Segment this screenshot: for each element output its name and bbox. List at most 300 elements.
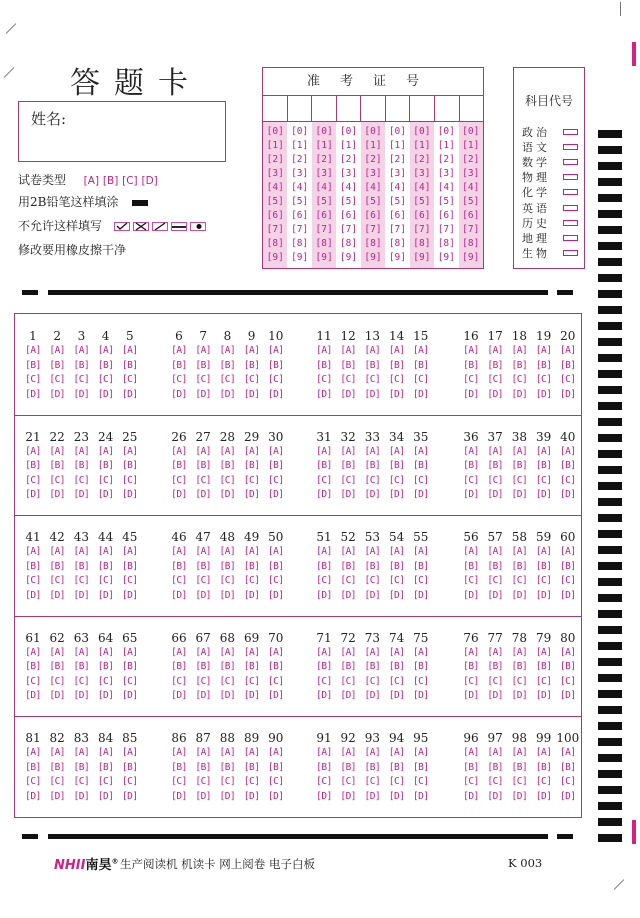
answer-bubble[interactable]: [B] — [559, 761, 576, 773]
answer-bubble[interactable]: [B] — [49, 661, 66, 673]
answer-bubble[interactable]: [C] — [243, 474, 260, 486]
answer-bubble[interactable]: [D] — [316, 690, 332, 702]
answer-bubble[interactable]: [D] — [121, 790, 138, 802]
answer-bubble[interactable]: [A] — [267, 546, 284, 557]
answer-bubble[interactable]: [C] — [511, 776, 528, 788]
answer-bubble[interactable]: [B] — [25, 359, 41, 371]
exam-id-bubble[interactable]: [9] — [291, 251, 309, 263]
answer-bubble[interactable]: [D] — [388, 790, 405, 802]
answer-bubble[interactable]: [D] — [340, 388, 357, 400]
exam-id-bubble[interactable]: [6] — [413, 209, 431, 221]
answer-bubble[interactable]: [A] — [559, 646, 576, 658]
exam-id-bubble[interactable]: [3] — [315, 167, 333, 179]
answer-bubble[interactable]: [B] — [388, 761, 405, 773]
subject-bubble[interactable] — [563, 250, 578, 256]
answer-bubble[interactable]: [A] — [412, 345, 429, 356]
answer-bubble[interactable]: [D] — [535, 690, 552, 702]
answer-bubble[interactable]: [A] — [340, 646, 357, 658]
answer-bubble[interactable]: [A] — [412, 445, 429, 457]
answer-bubble[interactable]: [A] — [535, 546, 552, 557]
exam-id-write-cell[interactable] — [337, 96, 362, 121]
answer-bubble[interactable]: [B] — [267, 661, 284, 673]
answer-bubble[interactable]: [A] — [25, 646, 41, 658]
subject-bubble[interactable] — [563, 144, 578, 150]
answer-bubble[interactable]: [C] — [49, 575, 66, 587]
answer-bubble[interactable]: [B] — [511, 359, 528, 371]
answer-bubble[interactable]: [B] — [364, 560, 381, 572]
answer-bubble[interactable]: [C] — [121, 575, 138, 587]
answer-bubble[interactable]: [D] — [535, 388, 552, 400]
answer-bubble[interactable]: [A] — [535, 445, 552, 457]
answer-bubble[interactable]: [D] — [195, 489, 212, 501]
paper-type-option-c[interactable]: [C] — [122, 175, 138, 187]
answer-bubble[interactable]: [C] — [463, 675, 479, 687]
answer-bubble[interactable]: [D] — [340, 690, 357, 702]
answer-bubble[interactable]: [A] — [49, 646, 66, 658]
exam-id-bubble[interactable]: [4] — [437, 181, 455, 193]
answer-bubble[interactable]: [D] — [267, 690, 284, 702]
answer-bubble[interactable]: [C] — [316, 776, 332, 788]
answer-bubble[interactable]: [C] — [412, 374, 429, 386]
exam-id-bubble[interactable]: [0] — [291, 125, 309, 137]
answer-bubble[interactable]: [B] — [25, 761, 41, 773]
answer-bubble[interactable]: [D] — [559, 388, 576, 400]
answer-bubble[interactable]: [A] — [121, 345, 138, 356]
answer-bubble[interactable]: [C] — [73, 374, 90, 386]
answer-bubble[interactable]: [A] — [49, 747, 66, 758]
answer-bubble[interactable]: [A] — [25, 546, 41, 557]
answer-bubble[interactable]: [C] — [316, 474, 332, 486]
answer-bubble[interactable]: [D] — [25, 690, 41, 702]
answer-bubble[interactable]: [C] — [559, 474, 576, 486]
exam-id-bubble[interactable]: [9] — [364, 251, 382, 263]
answer-bubble[interactable]: [A] — [364, 445, 381, 457]
answer-bubble[interactable]: [A] — [463, 646, 479, 658]
exam-id-bubble[interactable]: [6] — [339, 209, 358, 221]
answer-bubble[interactable]: [A] — [73, 646, 90, 658]
subject-bubble[interactable] — [563, 129, 578, 135]
answer-bubble[interactable]: [B] — [73, 761, 90, 773]
exam-id-bubble[interactable]: [0] — [364, 125, 382, 137]
answer-bubble[interactable]: [C] — [195, 474, 212, 486]
answer-bubble[interactable]: [C] — [487, 776, 504, 788]
answer-bubble[interactable]: [A] — [487, 546, 504, 557]
answer-bubble[interactable]: [D] — [316, 790, 332, 802]
answer-bubble[interactable]: [D] — [535, 790, 552, 802]
answer-bubble[interactable]: [B] — [73, 460, 90, 472]
answer-bubble[interactable]: [D] — [73, 790, 90, 802]
answer-bubble[interactable]: [D] — [559, 790, 576, 802]
exam-id-bubble[interactable]: [0] — [413, 125, 431, 137]
exam-id-bubble[interactable]: [5] — [437, 195, 455, 207]
answer-bubble[interactable]: [B] — [121, 661, 138, 673]
paper-type-option-b[interactable]: [B] — [102, 175, 119, 187]
subject-row[interactable] — [522, 139, 578, 154]
subject-row[interactable] — [522, 230, 578, 245]
answer-bubble[interactable]: [B] — [487, 661, 504, 673]
answer-bubble[interactable]: [B] — [267, 560, 284, 572]
answer-bubble[interactable]: [C] — [219, 675, 236, 687]
answer-bubble[interactable]: [A] — [511, 646, 528, 658]
answer-bubble[interactable]: [A] — [171, 546, 187, 557]
exam-id-bubble[interactable]: [9] — [437, 251, 455, 263]
answer-bubble[interactable]: [D] — [171, 489, 187, 501]
answer-bubble[interactable]: [D] — [171, 589, 187, 601]
answer-bubble[interactable]: [A] — [559, 546, 576, 557]
exam-id-bubble[interactable]: [0] — [437, 125, 455, 137]
answer-bubble[interactable]: [A] — [559, 345, 576, 356]
answer-bubble[interactable]: [D] — [316, 388, 332, 400]
answer-bubble[interactable]: [B] — [49, 560, 66, 572]
answer-bubble[interactable]: [C] — [340, 575, 357, 587]
answer-bubble[interactable]: [A] — [412, 646, 429, 658]
answer-bubble[interactable]: [B] — [121, 460, 138, 472]
answer-bubble[interactable]: [D] — [243, 790, 260, 802]
exam-id-bubble[interactable]: [5] — [462, 195, 480, 207]
answer-bubble[interactable]: [B] — [171, 661, 187, 673]
answer-bubble[interactable]: [A] — [364, 345, 381, 356]
answer-bubble[interactable]: [A] — [243, 445, 260, 457]
answer-bubble[interactable]: [A] — [219, 345, 236, 356]
answer-bubble[interactable]: [C] — [121, 374, 138, 386]
answer-bubble[interactable]: [D] — [219, 589, 236, 601]
answer-bubble[interactable]: [B] — [511, 661, 528, 673]
answer-bubble[interactable]: [C] — [364, 374, 381, 386]
answer-bubble[interactable]: [C] — [412, 474, 429, 486]
answer-bubble[interactable]: [B] — [121, 359, 138, 371]
exam-id-bubble[interactable]: [1] — [437, 139, 455, 151]
paper-type-option-a[interactable]: [A] — [83, 175, 100, 187]
answer-bubble[interactable]: [C] — [340, 776, 357, 788]
answer-bubble[interactable]: [D] — [121, 388, 138, 400]
answer-bubble[interactable]: [B] — [340, 761, 357, 773]
exam-id-bubble[interactable]: [3] — [364, 167, 382, 179]
answer-bubble[interactable]: [D] — [195, 589, 212, 601]
answer-bubble[interactable]: [B] — [535, 761, 552, 773]
answer-bubble[interactable]: [B] — [243, 359, 260, 371]
answer-bubble[interactable]: [C] — [121, 675, 138, 687]
answer-bubble[interactable]: [D] — [463, 690, 479, 702]
answer-bubble[interactable]: [D] — [388, 388, 405, 400]
answer-bubble[interactable]: [B] — [195, 761, 212, 773]
answer-bubble[interactable]: [B] — [340, 359, 357, 371]
answer-bubble[interactable]: [D] — [267, 589, 284, 601]
exam-id-bubble[interactable]: [4] — [339, 181, 358, 193]
answer-bubble[interactable]: [C] — [25, 675, 41, 687]
exam-id-bubble[interactable]: [0] — [462, 125, 480, 137]
exam-id-bubble[interactable]: [8] — [339, 237, 358, 249]
answer-bubble[interactable]: [B] — [25, 560, 41, 572]
exam-id-write-cell[interactable] — [435, 96, 460, 121]
answer-bubble[interactable]: [A] — [219, 546, 236, 557]
exam-id-bubble[interactable]: [8] — [315, 237, 333, 249]
answer-bubble[interactable]: [C] — [412, 575, 429, 587]
answer-bubble[interactable]: [B] — [97, 359, 114, 371]
exam-id-bubble[interactable]: [9] — [339, 251, 358, 263]
answer-bubble[interactable]: [D] — [243, 589, 260, 601]
exam-id-write-cell[interactable] — [263, 96, 288, 121]
answer-bubble[interactable]: [B] — [243, 560, 260, 572]
answer-bubble[interactable]: [D] — [49, 489, 66, 501]
answer-bubble[interactable]: [C] — [412, 675, 429, 687]
answer-bubble[interactable]: [C] — [487, 675, 504, 687]
answer-bubble[interactable]: [C] — [412, 776, 429, 788]
answer-bubble[interactable]: [B] — [559, 359, 576, 371]
answer-bubble[interactable]: [D] — [25, 790, 41, 802]
answer-bubble[interactable]: [B] — [195, 460, 212, 472]
answer-bubble[interactable]: [C] — [388, 474, 405, 486]
answer-bubble[interactable]: [C] — [463, 776, 479, 788]
answer-bubble[interactable]: [A] — [267, 747, 284, 758]
exam-id-bubble[interactable]: [4] — [388, 181, 406, 193]
answer-bubble[interactable]: [C] — [535, 474, 552, 486]
name-field[interactable] — [18, 101, 226, 162]
answer-bubble[interactable]: [C] — [243, 776, 260, 788]
answer-bubble[interactable]: [D] — [25, 589, 41, 601]
answer-bubble[interactable]: [B] — [388, 359, 405, 371]
answer-bubble[interactable]: [B] — [535, 460, 552, 472]
answer-bubble[interactable]: [A] — [487, 445, 504, 457]
answer-bubble[interactable]: [B] — [97, 661, 114, 673]
exam-id-bubble[interactable]: [7] — [413, 223, 431, 235]
answer-bubble[interactable]: [D] — [49, 790, 66, 802]
exam-id-bubble[interactable]: [4] — [291, 181, 309, 193]
exam-id-bubble[interactable]: [6] — [315, 209, 333, 221]
answer-bubble[interactable]: [C] — [49, 474, 66, 486]
exam-id-bubble[interactable]: [3] — [462, 167, 480, 179]
answer-bubble[interactable]: [B] — [219, 560, 236, 572]
answer-bubble[interactable]: [A] — [97, 646, 114, 658]
answer-bubble[interactable]: [D] — [121, 489, 138, 501]
answer-bubble[interactable]: [C] — [121, 776, 138, 788]
exam-id-bubble[interactable]: [3] — [437, 167, 455, 179]
answer-bubble[interactable]: [B] — [267, 460, 284, 472]
answer-bubble[interactable]: [A] — [73, 345, 90, 356]
exam-id-bubble[interactable]: [2] — [364, 153, 382, 165]
exam-id-bubble[interactable]: [4] — [315, 181, 333, 193]
exam-id-bubble[interactable]: [2] — [291, 153, 309, 165]
answer-bubble[interactable]: [D] — [412, 489, 429, 501]
answer-bubble[interactable]: [B] — [243, 761, 260, 773]
answer-bubble[interactable]: [B] — [487, 761, 504, 773]
exam-id-write-cell[interactable] — [386, 96, 411, 121]
answer-bubble[interactable]: [A] — [243, 646, 260, 658]
answer-bubble[interactable]: [C] — [171, 374, 187, 386]
subject-row[interactable] — [522, 185, 578, 200]
subject-row[interactable] — [522, 154, 578, 169]
answer-bubble[interactable]: [C] — [316, 374, 332, 386]
answer-bubble[interactable]: [D] — [511, 690, 528, 702]
answer-bubble[interactable]: [C] — [243, 575, 260, 587]
answer-bubble[interactable]: [C] — [195, 675, 212, 687]
answer-bubble[interactable]: [C] — [267, 474, 284, 486]
answer-bubble[interactable]: [A] — [316, 546, 332, 557]
answer-bubble[interactable]: [A] — [316, 646, 332, 658]
answer-bubble[interactable]: [D] — [316, 589, 332, 601]
answer-bubble[interactable]: [A] — [487, 747, 504, 758]
answer-bubble[interactable]: [C] — [487, 474, 504, 486]
answer-bubble[interactable]: [D] — [121, 690, 138, 702]
answer-bubble[interactable]: [B] — [219, 359, 236, 371]
answer-bubble[interactable]: [C] — [364, 776, 381, 788]
answer-bubble[interactable]: [D] — [340, 790, 357, 802]
answer-bubble[interactable]: [A] — [195, 445, 212, 457]
answer-bubble[interactable]: [C] — [25, 474, 41, 486]
answer-bubble[interactable]: [A] — [195, 646, 212, 658]
answer-bubble[interactable]: [A] — [487, 345, 504, 356]
answer-bubble[interactable]: [D] — [243, 388, 260, 400]
answer-bubble[interactable]: [C] — [171, 675, 187, 687]
answer-bubble[interactable]: [C] — [195, 575, 212, 587]
answer-bubble[interactable]: [B] — [535, 359, 552, 371]
answer-bubble[interactable]: [C] — [73, 474, 90, 486]
answer-bubble[interactable]: [D] — [243, 690, 260, 702]
subject-bubble[interactable] — [563, 235, 578, 241]
answer-bubble[interactable]: [C] — [267, 575, 284, 587]
exam-id-bubble[interactable]: [2] — [462, 153, 480, 165]
answer-bubble[interactable]: [C] — [171, 575, 187, 587]
answer-bubble[interactable]: [A] — [49, 546, 66, 557]
answer-bubble[interactable]: [C] — [195, 776, 212, 788]
answer-bubble[interactable]: [B] — [412, 359, 429, 371]
answer-bubble[interactable]: [A] — [340, 445, 357, 457]
answer-bubble[interactable]: [D] — [364, 690, 381, 702]
answer-bubble[interactable]: [B] — [559, 560, 576, 572]
exam-id-bubble[interactable]: [4] — [266, 181, 284, 193]
answer-bubble[interactable]: [D] — [97, 790, 114, 802]
answer-bubble[interactable]: [C] — [511, 575, 528, 587]
answer-bubble[interactable]: [A] — [412, 546, 429, 557]
answer-bubble[interactable]: [A] — [340, 345, 357, 356]
answer-bubble[interactable]: [B] — [316, 560, 332, 572]
answer-bubble[interactable]: [A] — [97, 345, 114, 356]
exam-id-bubble[interactable]: [5] — [413, 195, 431, 207]
paper-type-option-d[interactable]: [D] — [141, 175, 158, 187]
answer-bubble[interactable]: [A] — [219, 747, 236, 758]
answer-bubble[interactable]: [C] — [364, 675, 381, 687]
exam-id-bubble[interactable]: [1] — [364, 139, 382, 151]
exam-id-bubble[interactable]: [6] — [291, 209, 309, 221]
answer-bubble[interactable]: [B] — [316, 761, 332, 773]
answer-bubble[interactable]: [B] — [559, 460, 576, 472]
answer-bubble[interactable]: [C] — [316, 575, 332, 587]
answer-bubble[interactable]: [C] — [73, 575, 90, 587]
answer-bubble[interactable]: [B] — [97, 560, 114, 572]
answer-bubble[interactable]: [A] — [364, 546, 381, 557]
answer-bubble[interactable]: [B] — [535, 661, 552, 673]
exam-id-bubble[interactable]: [3] — [413, 167, 431, 179]
answer-bubble[interactable]: [C] — [25, 575, 41, 587]
answer-bubble[interactable]: [D] — [316, 489, 332, 501]
answer-bubble[interactable]: [B] — [195, 359, 212, 371]
answer-bubble[interactable]: [A] — [121, 646, 138, 658]
answer-bubble[interactable]: [A] — [171, 646, 187, 658]
answer-bubble[interactable]: [D] — [463, 589, 479, 601]
answer-bubble[interactable]: [D] — [412, 790, 429, 802]
answer-bubble[interactable]: [C] — [97, 575, 114, 587]
answer-bubble[interactable]: [A] — [97, 747, 114, 758]
answer-bubble[interactable]: [D] — [97, 589, 114, 601]
answer-bubble[interactable]: [D] — [171, 690, 187, 702]
answer-bubble[interactable]: [B] — [97, 460, 114, 472]
answer-bubble[interactable]: [A] — [463, 546, 479, 557]
answer-bubble[interactable]: [C] — [171, 474, 187, 486]
answer-bubble[interactable]: [B] — [364, 661, 381, 673]
answer-bubble[interactable]: [B] — [487, 560, 504, 572]
answer-bubble[interactable]: [D] — [535, 489, 552, 501]
answer-bubble[interactable]: [C] — [73, 675, 90, 687]
answer-bubble[interactable]: [B] — [267, 761, 284, 773]
answer-bubble[interactable]: [D] — [364, 589, 381, 601]
answer-bubble[interactable]: [B] — [49, 460, 66, 472]
answer-bubble[interactable]: [C] — [535, 575, 552, 587]
answer-bubble[interactable]: [C] — [49, 776, 66, 788]
answer-bubble[interactable]: [D] — [73, 388, 90, 400]
answer-bubble[interactable]: [D] — [121, 589, 138, 601]
exam-id-bubble[interactable]: [4] — [462, 181, 480, 193]
answer-bubble[interactable]: [D] — [73, 690, 90, 702]
answer-bubble[interactable]: [A] — [340, 546, 357, 557]
answer-bubble[interactable]: [C] — [388, 776, 405, 788]
answer-bubble[interactable]: [D] — [388, 690, 405, 702]
subject-bubble[interactable] — [563, 174, 578, 180]
answer-bubble[interactable]: [B] — [243, 460, 260, 472]
answer-bubble[interactable]: [B] — [49, 761, 66, 773]
subject-row[interactable] — [522, 200, 578, 215]
answer-bubble[interactable]: [D] — [49, 388, 66, 400]
answer-bubble[interactable]: [A] — [171, 345, 187, 356]
exam-id-bubble[interactable]: [7] — [388, 223, 406, 235]
subject-bubble[interactable] — [563, 205, 578, 211]
answer-bubble[interactable]: [C] — [219, 374, 236, 386]
answer-bubble[interactable]: [C] — [559, 776, 576, 788]
exam-id-bubble[interactable]: [7] — [462, 223, 480, 235]
answer-bubble[interactable]: [B] — [316, 359, 332, 371]
answer-bubble[interactable]: [A] — [463, 747, 479, 758]
answer-bubble[interactable]: [C] — [219, 474, 236, 486]
answer-bubble[interactable]: [C] — [267, 776, 284, 788]
answer-bubble[interactable]: [B] — [195, 661, 212, 673]
subject-bubble[interactable] — [563, 189, 578, 195]
answer-bubble[interactable]: [D] — [487, 388, 504, 400]
answer-bubble[interactable]: [A] — [559, 445, 576, 457]
answer-bubble[interactable]: [A] — [340, 747, 357, 758]
answer-bubble[interactable]: [D] — [463, 489, 479, 501]
exam-id-write-cell[interactable] — [410, 96, 435, 121]
exam-id-bubble[interactable]: [5] — [266, 195, 284, 207]
exam-id-bubble[interactable]: [2] — [437, 153, 455, 165]
exam-id-write-cell[interactable] — [361, 96, 386, 121]
answer-bubble[interactable]: [B] — [388, 460, 405, 472]
answer-bubble[interactable]: [B] — [463, 560, 479, 572]
exam-id-bubble[interactable]: [7] — [291, 223, 309, 235]
subject-bubble[interactable] — [563, 159, 578, 165]
answer-bubble[interactable]: [B] — [121, 761, 138, 773]
answer-bubble[interactable]: [A] — [267, 646, 284, 658]
answer-bubble[interactable]: [B] — [25, 661, 41, 673]
answer-bubble[interactable]: [C] — [535, 675, 552, 687]
answer-bubble[interactable]: [A] — [97, 445, 114, 457]
subject-bubble[interactable] — [563, 220, 578, 226]
exam-id-write-cell[interactable] — [312, 96, 337, 121]
exam-id-bubble[interactable]: [7] — [437, 223, 455, 235]
exam-id-bubble[interactable]: [1] — [291, 139, 309, 151]
answer-bubble[interactable]: [C] — [511, 675, 528, 687]
answer-bubble[interactable]: [C] — [340, 675, 357, 687]
answer-bubble[interactable]: [B] — [364, 761, 381, 773]
answer-bubble[interactable]: [B] — [316, 460, 332, 472]
answer-bubble[interactable]: [C] — [195, 374, 212, 386]
